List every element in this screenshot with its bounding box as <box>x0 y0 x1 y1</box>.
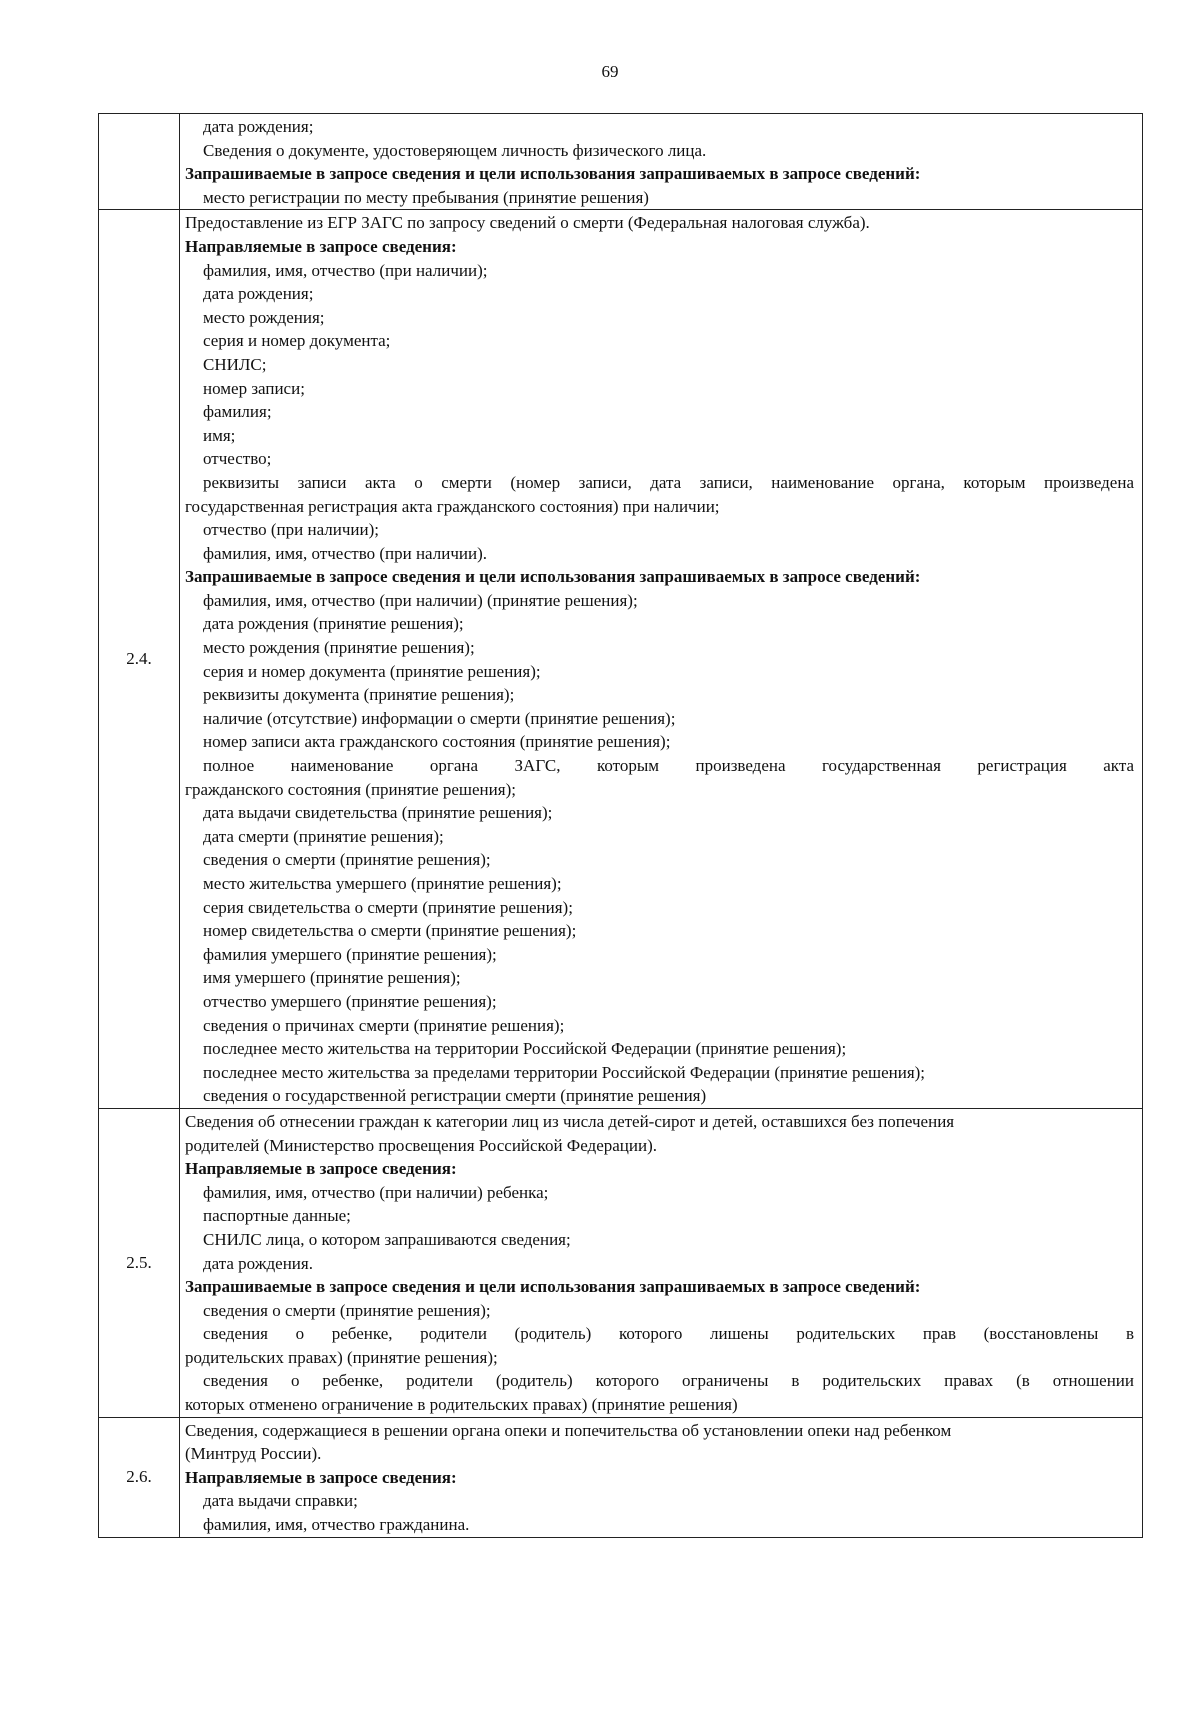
content-line: последнее место жительства за пределами территории Российской Федерации (принятие решения); <box>203 1062 926 1082</box>
content-line: Сведения о документе, удостоверяющем личность физического лица. <box>203 140 707 160</box>
content-line: номер свидетельства о смерти (принятие решения); <box>203 921 577 941</box>
section-heading: Направляемые в запросе сведения: <box>185 236 457 256</box>
content-line: место жительства умершего (принятие решения); <box>203 874 562 893</box>
content-line: Сведения, содержащиеся в решении органа опеки и попечительства об установлении опеки над ребенком <box>185 1420 952 1440</box>
content-line: дата рождения. <box>203 1253 313 1273</box>
content-line: серия и номер документа; <box>203 331 391 351</box>
content-line: номер записи акта гражданского состояния (принятие решения); <box>203 732 671 752</box>
content-line: сведения о ребенке, родители (родитель) которого ограничены в родительских правах (в отношении <box>203 1371 1134 1391</box>
row-number <box>99 114 180 210</box>
table-row <box>99 1108 1143 1417</box>
table-row <box>99 210 1143 1109</box>
content-line: гражданского состояния (принятие решения); <box>185 779 516 799</box>
content-line: государственная регистрация акта гражданского состояния) при наличии; <box>185 496 720 516</box>
row-content <box>180 210 1143 1109</box>
content-line: фамилия, имя, отчество (при наличии) ребенка; <box>203 1182 549 1202</box>
table-row <box>99 1417 1143 1537</box>
content-line: реквизиты документа (принятие решения); <box>203 685 515 705</box>
content-line: реквизиты записи акта о смерти (номер записи, дата записи, наименование органа, которым произведена <box>203 472 1134 492</box>
content-line: СНИЛС; <box>203 354 267 374</box>
content-line: место рождения; <box>203 307 325 327</box>
document-table <box>98 113 1143 1538</box>
content-line: сведения о государственной регистрации смерти (принятие решения) <box>203 1086 707 1106</box>
content-line: фамилия, имя, отчество (при наличии); <box>203 260 488 280</box>
content-line: Сведения об отнесении граждан к категории лиц из числа детей-сирот и детей, оставшихся без попечения <box>185 1111 955 1131</box>
content-line: фамилия; <box>203 402 272 422</box>
row-number: 2.4. <box>99 210 180 1109</box>
content-line: дата рождения (принятие решения); <box>203 614 464 634</box>
row-number: 2.5. <box>99 1108 180 1417</box>
section-heading: Запрашиваемые в запросе сведения и цели использования запрашиваемых в запросе сведений: <box>185 164 921 184</box>
content-line: место рождения (принятие решения); <box>203 638 475 658</box>
content-line: сведения о ребенке, родители (родитель) которого лишены родительских прав (восстановлены в <box>203 1324 1134 1344</box>
content-line: отчество (при наличии); <box>203 520 379 540</box>
content-line: фамилия умершего (принятие решения); <box>203 944 497 964</box>
section-heading: Направляемые в запросе сведения: <box>185 1467 457 1487</box>
content-line: имя умершего (принятие решения); <box>203 968 461 988</box>
content-line: место регистрации по месту пребывания (принятие решения) <box>203 187 649 207</box>
row-content <box>180 114 1143 210</box>
content-line: фамилия, имя, отчество гражданина. <box>203 1515 470 1535</box>
content-line: дата выдачи справки; <box>203 1491 358 1511</box>
content-line: полное наименование органа ЗАГС, которым произведена государственная регистрация акта <box>203 756 1134 776</box>
content-line: имя; <box>203 425 236 445</box>
content-line: родителей (Министерство просвещения Российской Федерации). <box>185 1135 657 1155</box>
content-line: номер записи; <box>203 378 305 398</box>
table-row <box>99 114 1143 210</box>
content-line: (Минтруд России). <box>185 1444 322 1464</box>
content-line: Предоставление из ЕГР ЗАГС по запросу сведений о смерти (Федеральная налоговая служба). <box>185 213 870 233</box>
content-line: дата рождения; <box>203 117 314 136</box>
content-line: дата смерти (принятие решения); <box>203 826 444 846</box>
section-heading: Запрашиваемые в запросе сведения и цели использования запрашиваемых в запросе сведений: <box>185 567 921 587</box>
content-line: последнее место жительства на территории Российской Федерации (принятие решения); <box>203 1039 847 1059</box>
row-number: 2.6. <box>99 1417 180 1537</box>
section-heading: Запрашиваемые в запросе сведения и цели использования запрашиваемых в запросе сведений: <box>185 1277 921 1297</box>
row-content <box>180 1417 1143 1537</box>
content-line: отчество; <box>203 449 272 469</box>
content-line: фамилия, имя, отчество (при наличии) (принятие решения); <box>203 590 638 610</box>
content-line: фамилия, имя, отчество (при наличии). <box>203 543 487 563</box>
content-line: отчество умершего (принятие решения); <box>203 991 497 1011</box>
row-content <box>180 1108 1143 1417</box>
content-line: сведения о смерти (принятие решения); <box>203 850 491 870</box>
content-line: СНИЛС лица, о котором запрашиваются сведения; <box>203 1229 571 1249</box>
content-line: серия и номер документа (принятие решения); <box>203 661 541 681</box>
content-line: дата выдачи свидетельства (принятие решения); <box>203 803 553 823</box>
page-number: 69 <box>601 62 619 81</box>
content-line: паспортные данные; <box>203 1206 351 1226</box>
section-heading: Направляемые в запросе сведения: <box>185 1159 457 1179</box>
content-line: родительских правах) (принятие решения); <box>185 1347 498 1367</box>
content-line: дата рождения; <box>203 284 314 304</box>
content-line: наличие (отсутствие) информации о смерти (принятие решения); <box>203 708 676 728</box>
content-line: сведения о смерти (принятие решения); <box>203 1300 491 1320</box>
content-line: сведения о причинах смерти (принятие решения); <box>203 1015 565 1035</box>
content-line: серия свидетельства о смерти (принятие решения); <box>203 897 573 917</box>
content-line: которых отменено ограничение в родительских правах) (принятие решения) <box>185 1395 738 1415</box>
